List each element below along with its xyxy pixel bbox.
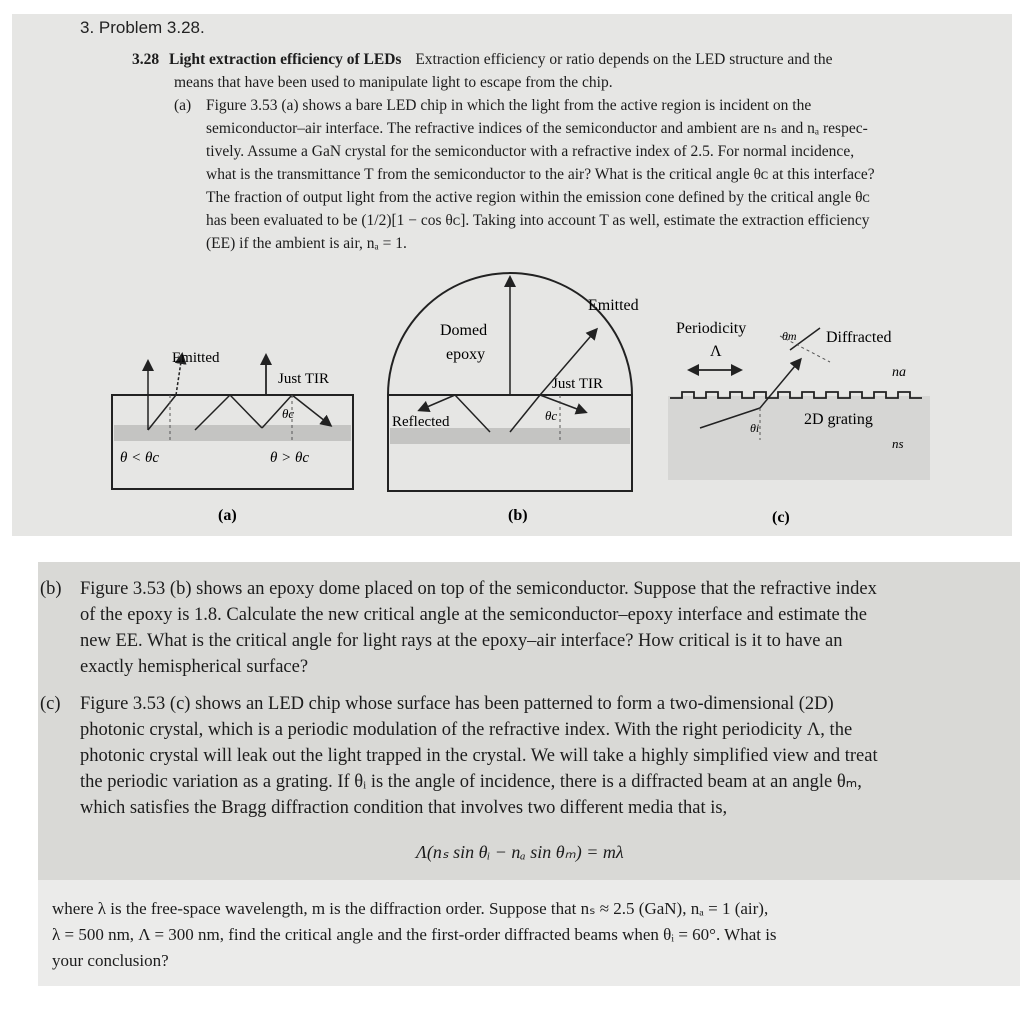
problem-title: 3. Problem 3.28. [80,18,205,37]
fig-c-na-label: na [892,365,906,380]
fig-b-theta-c: θc [545,408,558,423]
fig-a-label: (a) [218,507,237,524]
part-a-line: The fraction of output light from the active region within the emission cone defined by the critical angle θᴄ [206,189,870,206]
fig-b-label: (b) [508,507,528,524]
fig-a-theta-greater: θ > θc [270,450,310,466]
part-c-line: photonic crystal, which is a periodic modulation of the refractive index. With the right periodicity Λ, the [80,720,853,740]
fig-c-label: (c) [772,509,790,526]
part-a-line: (EE) if the ambient is air, nₐ = 1. [206,235,407,252]
fig-b-domed-label: Domed [440,322,488,339]
part-a-line: has been evaluated to be (1/2)[1 − cos θᴄ]. Taking into account T as well, estimate the extraction efficiency [206,212,870,229]
bragg-equation: Λ(nₛ sin θᵢ − nₐ sin θₘ) = mλ [416,842,624,862]
intro-line-2: means that have been used to manipulate light to escape from the chip. [174,74,613,91]
fig-b-emitted-label: Emitted [588,297,639,314]
problem-number: 3.28 [132,51,160,68]
part-c-label: (c) [40,694,61,714]
intro-text: Extraction efficiency or ratio depends on the LED structure and the [415,51,833,68]
part-b-line: exactly hemispherical surface? [80,657,309,677]
fig-a-theta-less: θ < θc [120,450,160,466]
fig-a-theta-c: θc [282,406,295,421]
footer-line: λ = 500 nm, Λ = 300 nm, find the critical angle and the first-order diffracted beams when θᵢ = 60°. What is [52,925,777,944]
fig-c-theta-i: θi [750,421,760,435]
fig-a-emitted-label: Emitted [172,350,220,366]
part-c-line: photonic crystal will leak out the light trapped in the crystal. We will take a highly simplified view and treat [80,746,878,766]
footer-line: your conclusion? [52,951,169,970]
part-c-line: Figure 3.53 (c) shows an LED chip whose surface has been patterned to form a two-dimensional (2D) [80,694,834,714]
part-a-label: (a) [174,97,192,114]
fig-c-ns-label: ns [892,436,904,451]
part-a-line: Figure 3.53 (a) shows a bare LED chip in which the light from the active region is incident on the [206,97,812,114]
fig-b-epoxy-label: epoxy [446,346,486,363]
figure-c-diagram [668,328,930,480]
part-b-line: new EE. What is the critical angle for light rays at the epoxy–air interface? How critical is it to have an [80,631,843,651]
footer-line: where λ is the free-space wavelength, m is the diffraction order. Suppose that nₛ ≈ 2.5 (GaN), nₐ = 1 (air), [52,899,769,918]
part-a-line: semiconductor–air interface. The refractive indices of the semiconductor and ambient are nₛ and nₐ respec- [206,120,868,137]
part-c-line: which satisfies the Bragg diffraction condition that involves two different media that is, [80,798,728,818]
part-b-line: Figure 3.53 (b) shows an epoxy dome placed on top of the semiconductor. Suppose that the refractive index [80,579,877,599]
problem-heading: Light extraction efficiency of LEDs [169,51,402,68]
fig-c-periodicity-label: Periodicity [676,320,747,337]
fig-a-just-tir-label: Just TIR [278,371,329,387]
fig-b-reflected-label: Reflected [392,414,450,430]
part-c-line: the periodic variation as a grating. If θᵢ is the angle of incidence, there is a diffracted beam at an angle θₘ, [80,772,862,792]
fig-c-theta-m: θm [782,329,797,343]
fig-c-diffracted-label: Diffracted [826,329,892,346]
part-a-line: tively. Assume a GaN crystal for the semiconductor with a refractive index of 2.5. For normal incidence, [206,143,855,160]
fig-b-just-tir-label: Just TIR [552,376,603,392]
fig-c-lambda-label: Λ [710,343,722,360]
part-b-label: (b) [40,579,62,599]
fig-c-grating-label: 2D grating [804,411,873,428]
part-a-line: what is the transmittance T from the semiconductor to the air? What is the critical angle θᴄ at this interface? [206,166,875,183]
part-b-line: of the epoxy is 1.8. Calculate the new critical angle at the semiconductor–epoxy interface and estimate the [80,605,867,625]
